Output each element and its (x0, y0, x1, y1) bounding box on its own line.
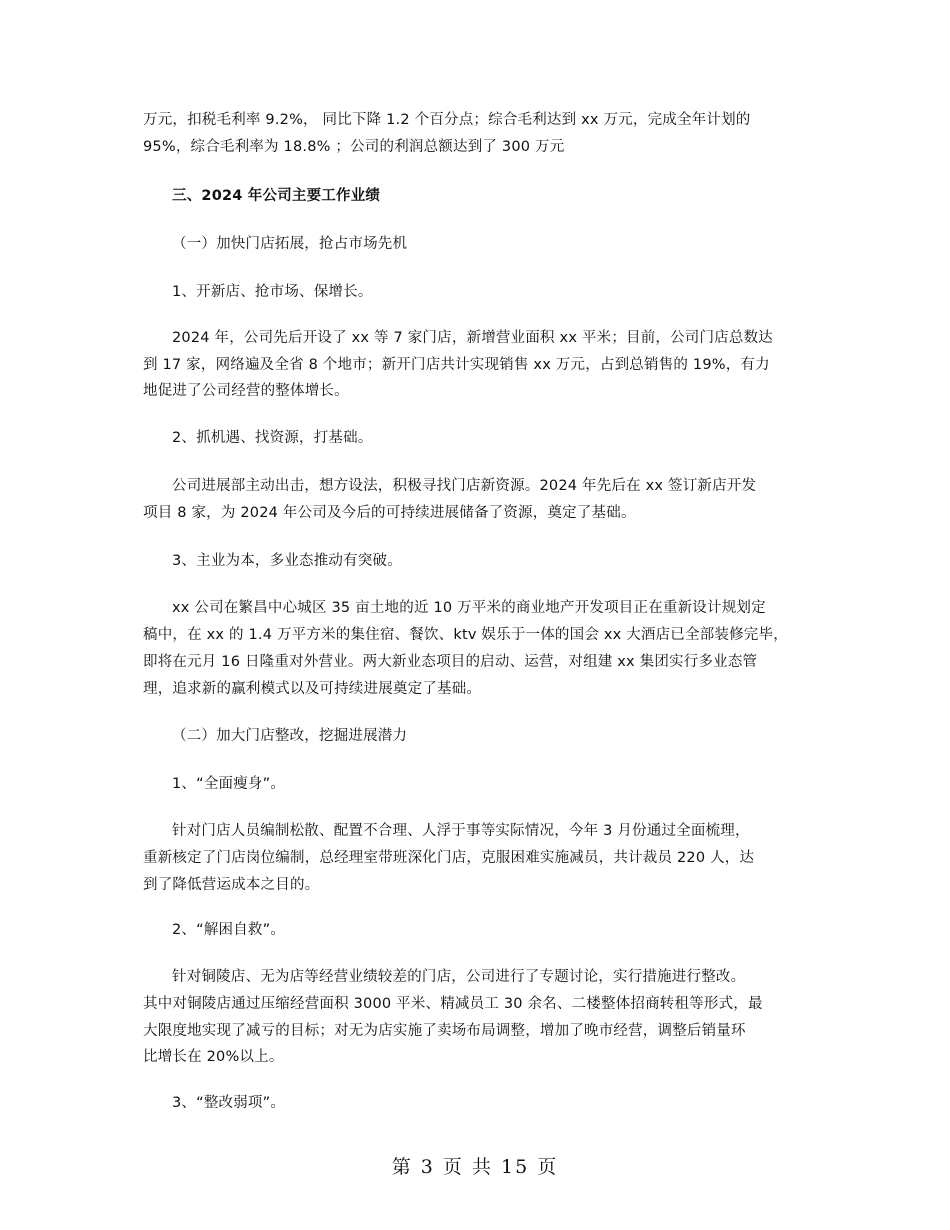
subsection-heading: （二）加大门店整改，挖掘进展潜力 (172, 728, 408, 744)
text-line: 重新核定了门店岗位编制，总经理室带班深化门店，克服困难实施减员，共计裁员 220 人，达 (143, 850, 755, 866)
text-line: 针对铜陵店、无为店等经营业绩较差的门店，公司进行了专题讨论，实行措施进行整改。 (172, 969, 746, 985)
text-line: 理，追求新的赢利模式以及可持续进展奠定了基础。 (143, 681, 482, 697)
item-heading: 3、主业为本，多业态推动有突破。 (172, 553, 402, 569)
text-line: 到 17 家，网络遍及全省 8 个地市；新开门店共计实现销售 xx 万元，占到总销售的 19%，有力 (143, 357, 770, 373)
page-number: 第 3 页 共 15 页 (391, 1156, 559, 1178)
text-line: 公司进展部主动出击，想方设法，积极寻找门店新资源。2024 年先后在 xx 签订新店开发 (172, 478, 757, 494)
text-line: 针对门店人员编制松散、配置不合理、人浮于事等实际情况，今年 3 月份通过全面梳理， (172, 823, 750, 839)
text-line: 项目 8 家，为 2024 年公司及今后的可持续进展储备了资源，奠定了基础。 (143, 505, 636, 521)
text-line: 即将在元月 16 日隆重对外营业。两大新业态项目的启动、运营，对组建 xx 集团实行多业态管 (143, 654, 758, 670)
item-heading: 2、“解困自救”。 (172, 922, 286, 938)
subsection-heading: （一）加快门店拓展，抢占市场先机 (172, 236, 408, 252)
text-line: 2024 年，公司先后开设了 xx 等 7 家门店，新增营业面积 xx 平米；目前，公司门店总数达 (172, 330, 774, 346)
text-line: xx 公司在繁昌中心城区 35 亩土地的近 10 万平米的商业地产开发项目正在重新设计规划定 (172, 600, 766, 616)
item-heading: 3、“整改弱项”。 (172, 1095, 286, 1111)
section-heading: 三、2024 年公司主要工作业绩 (172, 188, 381, 204)
text-line: 大限度地实现了减亏的目标；对无为店实施了卖场布局调整，增加了晚市经营，调整后销量环 (143, 1023, 746, 1039)
text-line: 地促进了公司经营的整体增长。 (143, 383, 349, 399)
item-heading: 1、开新店、抢市场、保增长。 (172, 284, 373, 300)
text-line: 比增长在 20%以上。 (143, 1049, 284, 1065)
text-line: 万元，扣税毛利率 9.2%， 同比下降 1.2 个百分点；综合毛利达到 xx 万元，完成全年计划的 (143, 112, 751, 128)
item-heading: 2、抓机遇、找资源，打基础。 (172, 430, 373, 446)
text-line: 95%，综合毛利率为 18.8% ；公司的利润总额达到了 300 万元 (143, 139, 565, 155)
text-line: 到了降低营运成本之目的。 (143, 877, 320, 893)
text-line: 其中对铜陵店通过压缩经营面积 3000 平米、精减员工 30 余名、二楼整体招商转租等形式，最 (143, 996, 763, 1012)
item-heading: 1、“全面瘦身”。 (172, 776, 286, 792)
text-line: 稿中，在 xx 的 1.4 万平方米的集住宿、餐饮、ktv 娱乐于一体的国会 xx 大酒店已全部装修完毕， (143, 627, 788, 643)
